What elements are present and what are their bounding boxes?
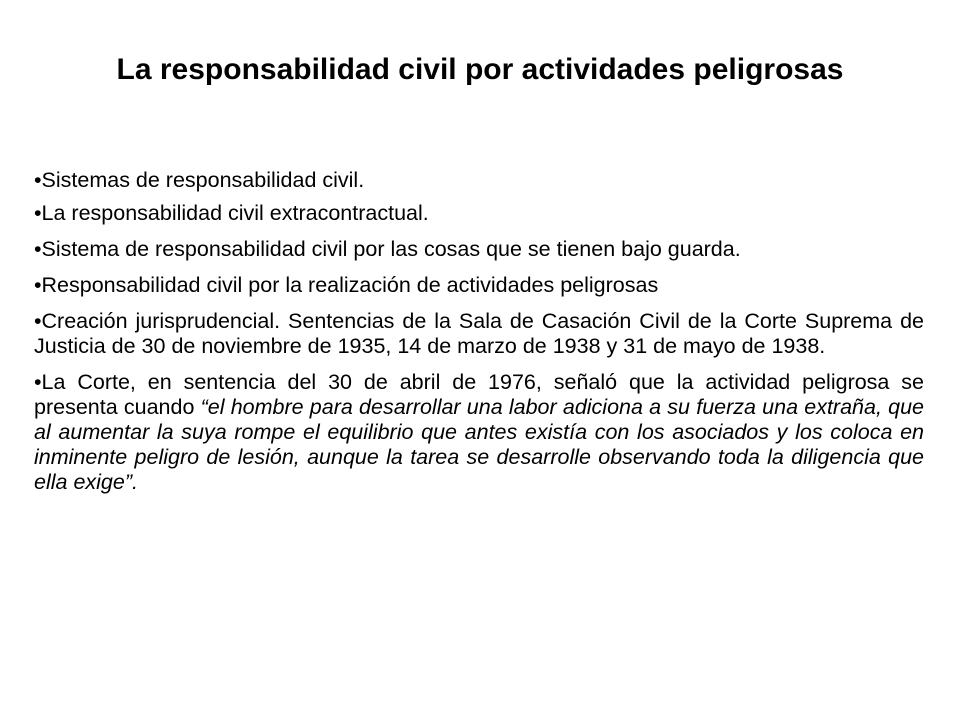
slide-title: La responsabilidad civil por actividades peligrosas bbox=[116, 53, 844, 86]
bullet-text: •Creación jurisprudencial. Sentencias de la Sala de Casación Civil de la Corte Suprema de Justicia de 30 de noviembre de 1935, 14 de marzo de 1938 y 31 de mayo de 1938. bbox=[34, 309, 924, 358]
bullet-item bbox=[34, 201, 924, 226]
bullet-quote: “el hombre para desarrollar una labor adiciona a su fuerza una extraña, que al aumentar la suya rompe el equilibrio que antes existía con los asociados y los coloca en inminente peligro de lesión, aunque la tarea se desarrolle observando toda la diligencia que ella exige”. bbox=[34, 395, 924, 494]
bullet-item bbox=[34, 273, 924, 298]
bullet-item bbox=[34, 168, 924, 193]
bullet-item bbox=[34, 370, 924, 495]
bullet-text: •Sistema de responsabilidad civil por las cosas que se tienen bajo guarda. bbox=[34, 237, 741, 261]
bullet-text: •Responsabilidad civil por la realización de actividades peligrosas bbox=[34, 273, 659, 297]
bullet-text: •La Corte, en sentencia del 30 de abril de 1976, señaló que la actividad peligrosa se presenta cuando bbox=[34, 370, 924, 419]
bullet-text: •La responsabilidad civil extracontractual. bbox=[34, 201, 429, 225]
bullet-text: •Sistemas de responsabilidad civil. bbox=[34, 168, 365, 192]
bullet-list bbox=[34, 168, 924, 506]
bullet-item bbox=[34, 309, 924, 359]
bullet-item bbox=[34, 237, 924, 262]
